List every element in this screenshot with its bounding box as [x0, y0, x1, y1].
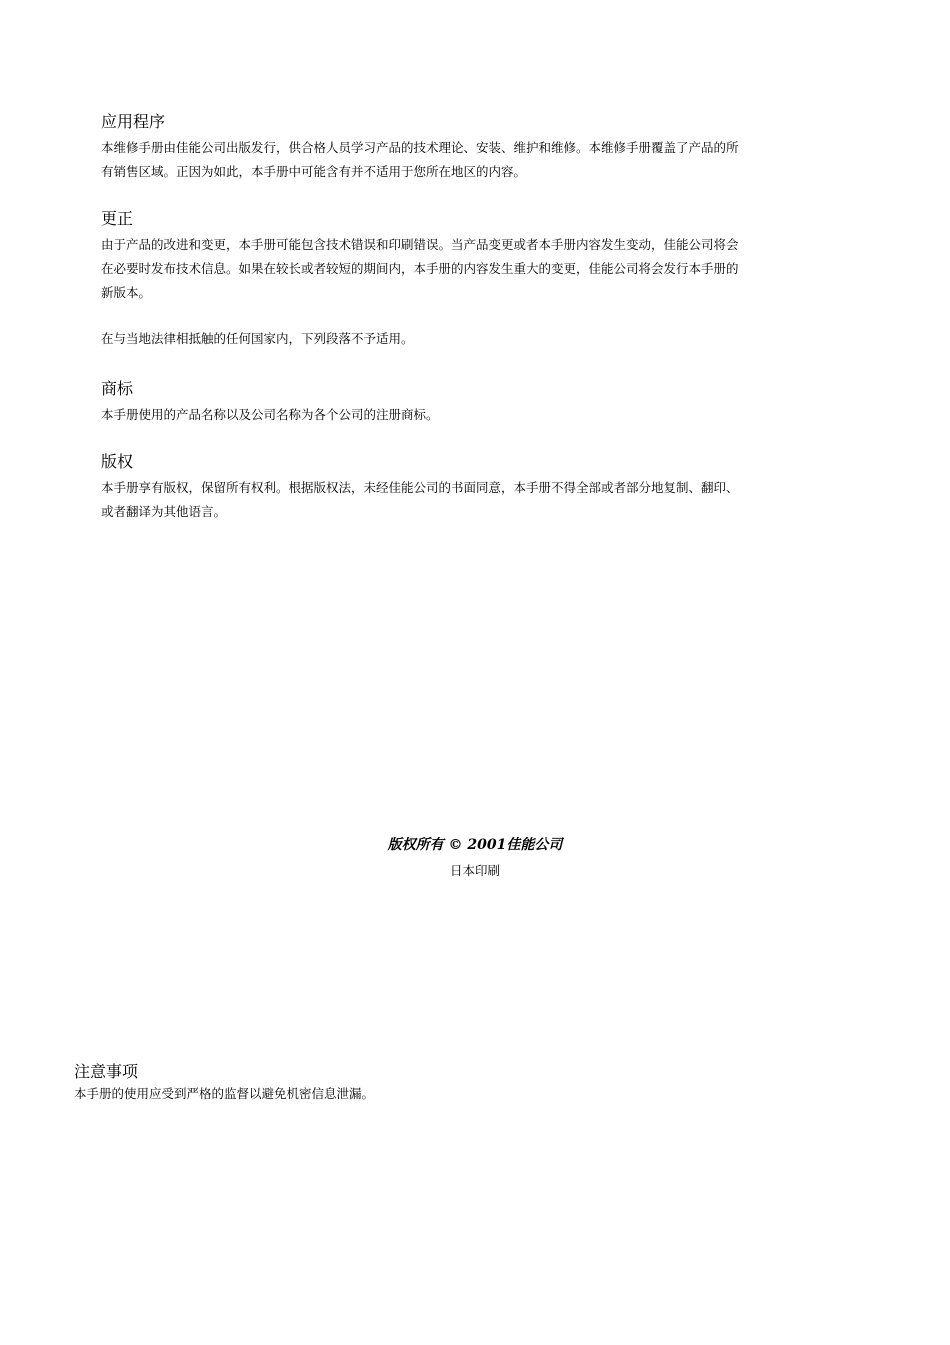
notice-text: 本手册的使用应受到严格的监督以避免机密信息泄漏。 [74, 1086, 375, 1101]
copyright-text [101, 476, 833, 524]
copyright-text-line-2: 或者翻译为其他语言。 [101, 504, 227, 519]
correction-text-line-3: 新版本。 [101, 285, 152, 300]
copyright-text-line-1: 本手册享有版权，保留所有权利。根据版权法，未经佳能公司的书面同意，本手册不得全部或者部分地复制、翻印、 [101, 480, 739, 495]
notice-heading: 注意事项 [74, 1062, 139, 1081]
printed-in-japan: 日本印刷 [449, 863, 500, 878]
application-heading: 应用程序 [101, 112, 166, 131]
copyright-section [101, 452, 833, 524]
correction-text-line-2: 在必要时发布技术信息。如果在较长或者较短的期间内，本手册的内容发生重大的变更，佳能公司将会发行本手册的 [101, 261, 739, 276]
copyright-footer [0, 835, 950, 881]
trademark-heading: 商标 [101, 379, 134, 398]
correction-heading: 更正 [101, 209, 134, 228]
application-section [101, 112, 833, 184]
notice-section [74, 1062, 874, 1104]
application-text-line-1: 本维修手册由佳能公司出版发行，供合格人员学习产品的技术理论、安装、维护和维修。本维修手册覆盖了产品的所 [101, 140, 739, 155]
trademark-section [101, 379, 833, 427]
correction-section [101, 209, 833, 305]
law-note-section [101, 327, 833, 351]
correction-text-line-1: 由于产品的改进和变更，本手册可能包含技术错误和印刷错误。当产品变更或者本手册内容发生变动，佳能公司将会 [101, 237, 739, 252]
application-text [101, 136, 833, 184]
correction-text [101, 233, 833, 305]
trademark-text: 本手册使用的产品名称以及公司名称为各个公司的注册商标。 [101, 407, 439, 422]
copyright-heading: 版权 [101, 452, 134, 471]
application-text-line-2: 有销售区域。正因为如此，本手册中可能含有并不适用于您所在地区的内容。 [101, 164, 527, 179]
copyright-notice: 版权所有 © 2001佳能公司 [387, 837, 563, 853]
law-note-text: 在与当地法律相抵触的任何国家内，下列段落不予适用。 [101, 331, 414, 346]
